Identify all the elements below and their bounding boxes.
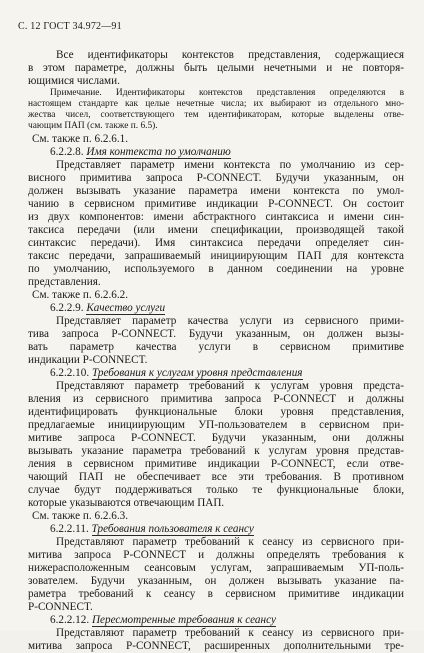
text-line: идентифицировать функциональные блоки уровня представления,: [28, 406, 404, 418]
document-body: [28, 49, 404, 653]
text-line: таксис передачи, запрашиваемый инициирующим ПАП для контекста: [28, 250, 404, 262]
text-line: должен вызывать указание параметра имени контекста по умол-: [28, 185, 404, 197]
text-line: митива запроса P-CONNECT и должны определять требования к: [28, 549, 404, 561]
section-number: 6.2.2.8.: [50, 146, 87, 158]
note-line: жества чисел, соответствующего тем идентификаторам, которые выделены отве-: [28, 110, 404, 120]
text-line: нижерасположенным сеансовым услугам, запрашиваемым УП-поль-: [28, 562, 404, 574]
text-line: Представляет параметр имени контекста по умолчанию из сер-: [56, 159, 404, 171]
text-line: чающий ПАП не обеспечивает все эти требования. В противном: [28, 471, 404, 483]
text-line: таксиса передачи (или имени спецификации, производящей такой: [28, 224, 404, 236]
text-line: митиве запроса P-CONNECT. Будучи указанным, они должны: [28, 432, 404, 444]
note-line: Примечание. Идентификаторы контекстов представления определяются в: [50, 88, 404, 98]
section-title: Пересмотренные требования к сеансу: [91, 614, 276, 626]
text-line: чанию в сервисном примитиве индикации P-CONNECT. Он состоит: [28, 198, 404, 210]
text-line: Представляют параметр требований к сеансу из сервисного при-: [56, 627, 404, 639]
text-line: P-CONNECT.: [28, 601, 93, 613]
section-heading: [28, 614, 404, 627]
text-line: предлагаемые инициирующим УП-пользователем в сервисном при-: [28, 419, 404, 431]
section-number: 6.2.2.9.: [50, 302, 87, 314]
text-line: Представляют параметр требований к услугам уровня предста-: [56, 380, 404, 392]
text-line: из двух компонентов: имени абстрактного синтаксиса и имени син-: [28, 211, 404, 223]
text-line: Представляют параметр требований к сеансу из сервисного при-: [56, 536, 404, 548]
text-line: индикации P-CONNECT.: [28, 354, 148, 366]
text-line: вления из сервисного примитива запроса P-CONNECT и должны: [28, 393, 404, 405]
section-heading: [28, 523, 404, 536]
text-line: раметра требований к сеансу в сервисном примитиве индикации: [28, 588, 404, 600]
text-line: ющимися числами.: [28, 75, 120, 87]
text-line: висного примитива запроса P-CONNECT. Будучи указанным, он: [28, 172, 404, 184]
page-header: С. 12 ГОСТ 34.972—91: [18, 21, 122, 32]
section-number: 6.2.2.12.: [50, 614, 92, 626]
text-line: митива запроса P-CONNECT, расширенных дополнительными тре-: [28, 640, 404, 652]
section-title: Требования к услугам уровня представления: [91, 367, 303, 379]
text-line: в этом параметре, должны быть целыми нечетными и не повторя-: [28, 62, 404, 74]
text-line: по умолчанию, используемого в данном соединении на уровне: [28, 263, 404, 275]
text-line: Все идентификаторы контекстов представления, содержащиеся: [56, 49, 404, 61]
text-line: зователем. Будучи указанным, он должен вызывать указание па-: [28, 575, 404, 587]
see-also-reference: См. также п. 6.2.6.3.: [32, 510, 129, 522]
note-line: настоящем стандарте как целые нечетные числа; их выбирают из отдельного мно-: [28, 99, 404, 109]
section-number: 6.2.2.10.: [50, 367, 92, 379]
see-also-reference: См. также п. 6.2.6.2.: [32, 289, 129, 301]
text-line: представления.: [28, 276, 101, 288]
section-heading: [28, 146, 404, 159]
text-line: Представляет параметр качества услуги из сервисного прими-: [56, 315, 404, 327]
section-title: Требования пользователя к сеансу: [91, 523, 254, 535]
text-line: вать параметр качества услуги в сервисном примитиве: [28, 341, 404, 353]
section-title: Имя контекста по умолчанию: [86, 146, 231, 158]
section-number: 6.2.2.11.: [50, 523, 92, 535]
section-heading: [28, 302, 404, 315]
text-line: ления в сервисном примитиве индикации P-CONNECT, если отве-: [28, 458, 404, 470]
see-also-reference: См. также п. 6.2.6.1.: [32, 133, 129, 145]
text-line: тива запроса P-CONNECT. Будучи указанным, он должен вызы-: [28, 328, 404, 340]
text-line: которые указываются отвечающим ПАП.: [28, 497, 225, 509]
note-line: чающим ПАП (см. также п. 6.5).: [28, 121, 158, 131]
section-title: Качество услуги: [86, 302, 166, 314]
text-line: вызывать указание параметра требований к услугам уровня представ-: [28, 445, 404, 457]
section-heading: [28, 367, 404, 380]
text-line: синтаксис передачи). Имя синтаксиса передачи определяет син-: [28, 237, 404, 249]
text-line: случае будут поддерживаться только те функциональные блоки,: [28, 484, 404, 496]
